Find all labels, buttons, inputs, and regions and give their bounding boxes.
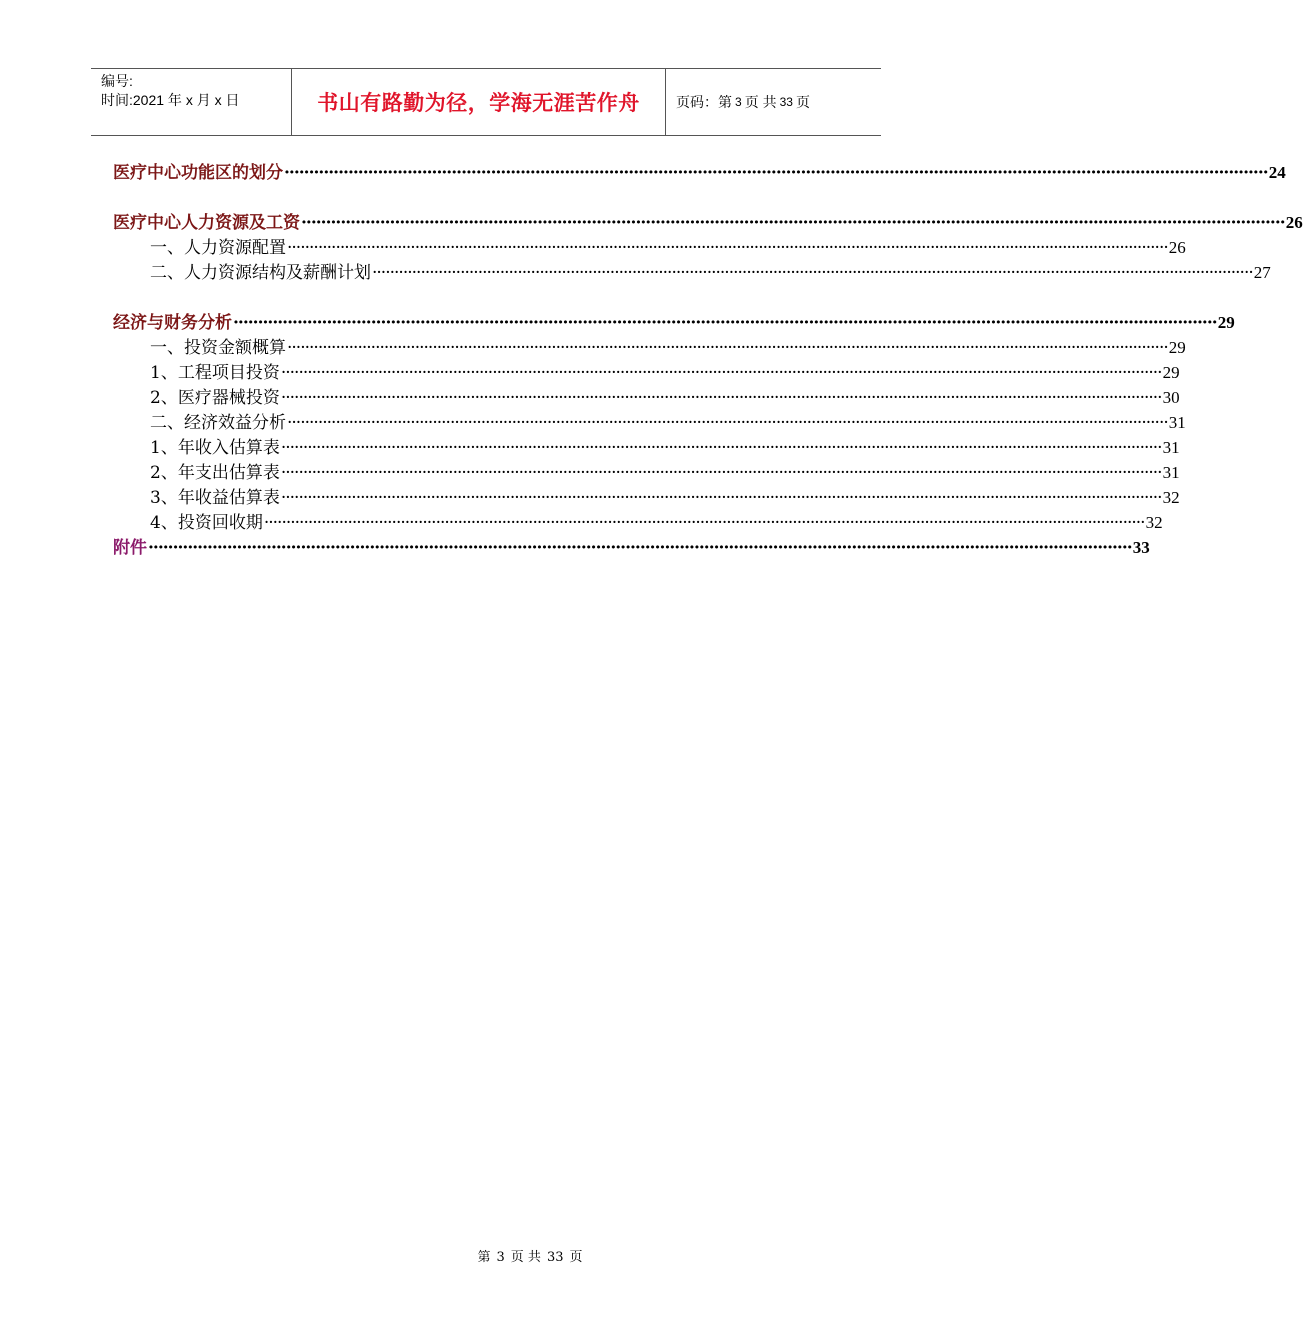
toc-entry-page: 31 [1162, 463, 1180, 482]
toc-entry-label: 3、年收益估算表 [150, 488, 280, 508]
dot-leader: ········································································································································································································ [280, 438, 1162, 458]
toc-entry-page: 32 [1162, 488, 1180, 507]
toc-entry-label: 二、人力资源结构及薪酬计划 [150, 263, 371, 283]
time-value: 2021 年 x 月 x 日 [132, 92, 240, 108]
dot-leader: ········································································································································································································ [280, 388, 1162, 408]
page-suffix: 页 [795, 94, 810, 110]
dot-leader: ········································································································································································································ [263, 513, 1145, 533]
toc-entry-page: 26 [1168, 238, 1186, 257]
toc-entry-page: 27 [1253, 263, 1271, 282]
dot-leader: ········································································································································································································ [287, 238, 1168, 258]
dot-leader: ········································································································································································································ [287, 338, 1168, 358]
dot-leader: ········································································································································································································ [372, 263, 1253, 283]
toc-entry-label: 2、医疗器械投资 [150, 388, 280, 408]
toc-entry-page: 32 [1145, 513, 1163, 532]
dot-leader: ········································································································································································································ [284, 163, 1268, 183]
page-mid: 页 共 [744, 94, 777, 110]
toc-entry[interactable] [113, 360, 1180, 385]
toc-entry-label: 4、投资回收期 [150, 513, 263, 533]
toc-entry-label: 经济与财务分析 [113, 313, 232, 333]
toc-entry[interactable] [113, 435, 1180, 460]
document-number-label: 编号: [101, 73, 133, 89]
time-label: 时间: [101, 92, 133, 108]
toc-entry[interactable] [113, 385, 1180, 410]
toc-entry[interactable] [113, 510, 1163, 535]
toc-entry-page: 33 [1132, 538, 1150, 557]
toc-entry[interactable] [113, 410, 1186, 435]
toc-entry[interactable] [113, 535, 1150, 560]
toc-entry[interactable] [113, 235, 1186, 260]
dot-leader: ········································································································································································································ [280, 463, 1162, 483]
toc-entry-page: 26 [1285, 213, 1303, 232]
toc-entry[interactable] [113, 460, 1180, 485]
toc-entry-label: 医疗中心人力资源及工资 [113, 213, 300, 233]
toc-entry-label: 二、经济效益分析 [150, 413, 286, 433]
toc-entry[interactable] [113, 260, 1271, 285]
header-motto-cell [292, 69, 666, 135]
page-label: 页码：第 [676, 94, 732, 110]
dot-leader: ········································································································································································································ [280, 363, 1162, 383]
toc-entry-page: 30 [1162, 388, 1180, 407]
toc-entry[interactable] [113, 160, 1286, 185]
toc-entry-page: 24 [1268, 163, 1286, 182]
toc-entry-label: 1、工程项目投资 [150, 363, 280, 383]
page-current: 3 [735, 95, 742, 109]
toc-entry[interactable] [113, 335, 1186, 360]
toc-entry-label: 医疗中心功能区的划分 [113, 163, 283, 183]
page-footer [0, 1246, 950, 1265]
page-total: 33 [779, 95, 793, 109]
footer-suffix: 页 [569, 1250, 583, 1265]
dot-leader: ········································································································································································································ [280, 488, 1162, 508]
motto: 书山有路勤为径，学海无涯苦作舟 [317, 91, 640, 115]
header-page-info [666, 69, 881, 135]
footer-total: 33 [546, 1250, 564, 1265]
toc-entry-label: 附件 [113, 538, 147, 558]
toc-entry[interactable] [113, 310, 1235, 335]
toc-entry-label: 2、年支出估算表 [150, 463, 280, 483]
toc-entry-label: 一、投资金额概算 [150, 338, 286, 358]
page-header [91, 68, 881, 136]
toc-entry-label: 一、人力资源配置 [150, 238, 286, 258]
footer-prefix: 第 [477, 1250, 491, 1265]
toc-entry-page: 29 [1168, 338, 1186, 357]
toc-entry-page: 31 [1162, 438, 1180, 457]
footer-mid: 页 共 [510, 1250, 541, 1265]
toc-entry-page: 31 [1168, 413, 1186, 432]
toc-entry[interactable] [113, 485, 1180, 510]
footer-current: 3 [496, 1250, 505, 1265]
header-meta [91, 69, 292, 135]
dot-leader: ········································································································································································································ [301, 213, 1285, 233]
dot-leader: ········································································································································································································ [148, 538, 1132, 558]
dot-leader: ········································································································································································································ [233, 313, 1217, 333]
toc-entry[interactable] [113, 210, 1303, 235]
document-time [101, 91, 291, 110]
dot-leader: ········································································································································································································ [287, 413, 1168, 433]
toc-entry-page: 29 [1217, 313, 1235, 332]
table-of-contents [113, 160, 1303, 560]
toc-entry-page: 29 [1162, 363, 1180, 382]
toc-entry-label: 1、年收入估算表 [150, 438, 280, 458]
